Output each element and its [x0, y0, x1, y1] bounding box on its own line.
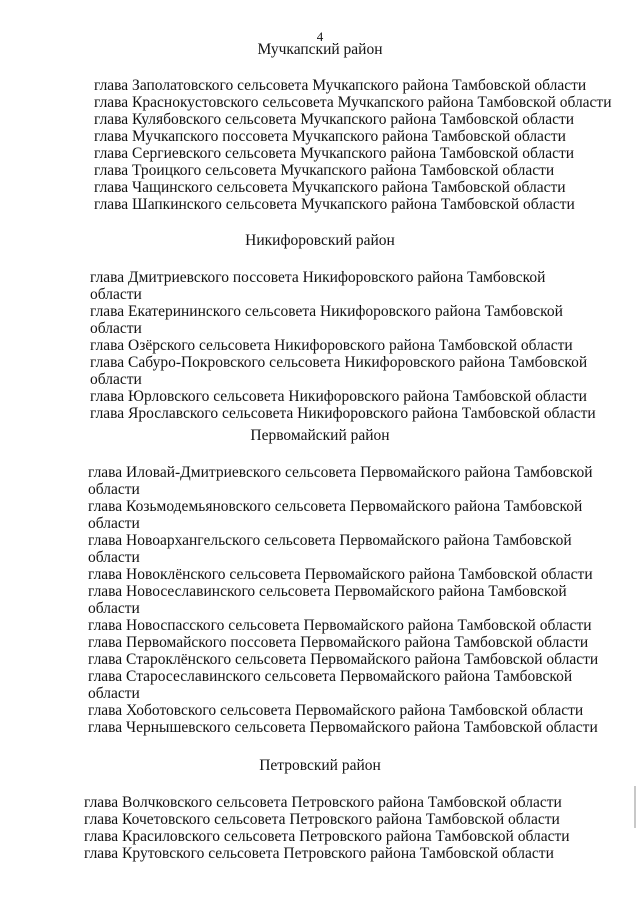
list-item: глава Красиловского сельсовета Петровского района Тамбовской области: [84, 828, 570, 845]
list-item: глава Новоспасского сельсовета Первомайского района Тамбовской области: [88, 617, 592, 634]
section-title: Мучкапский район: [257, 41, 383, 58]
list-item: глава Хоботовского сельсовета Первомайского района Тамбовской области: [88, 702, 584, 719]
list-item: глава Волчковского сельсовета Петровского района Тамбовской области: [84, 794, 562, 811]
section-pervomaysky: [0, 427, 640, 736]
section-title: Петровский район: [259, 757, 381, 774]
list-item: глава Новоклёнского сельсовета Первомайского района Тамбовской области: [88, 566, 593, 583]
entry-list: [0, 464, 600, 736]
list-item: глава Шапкинского сельсовета Мучкапского района Тамбовской области: [94, 196, 575, 213]
section-muchkapsky: [0, 41, 640, 213]
list-item: глава Екатерининского сельсовета Никифоровского района Тамбовской области: [90, 303, 563, 337]
section-title: Первомайский район: [250, 427, 390, 444]
list-item: глава Новоархангельского сельсовета Первомайского района Тамбовской области: [88, 532, 572, 566]
page-number: 4: [316, 29, 324, 44]
list-item: глава Чащинского сельсовета Мучкапского района Тамбовской области: [94, 179, 566, 196]
list-item: глава Озёрского сельсовета Никифоровского района Тамбовской области: [90, 337, 573, 354]
entry-list: [0, 269, 600, 422]
list-item: глава Чернышевского сельсовета Первомайского района Тамбовской области: [88, 719, 598, 736]
section-title: Никифоровский район: [245, 232, 395, 249]
list-item: глава Кочетовского сельсовета Петровского района Тамбовской области: [84, 811, 560, 828]
list-item: глава Троицкого сельсовета Мучкапского района Тамбовской области: [94, 162, 555, 179]
entry-list: [0, 77, 614, 213]
section-petrovsky: [0, 757, 640, 862]
list-item: глава Новосеславинского сельсовета Первомайского района Тамбовской области: [88, 583, 567, 617]
list-item: глава Кулябовского сельсовета Мучкапского района Тамбовской области: [94, 111, 575, 128]
list-item: глава Козьмодемьяновского сельсовета Первомайского района Тамбовской области: [88, 498, 583, 532]
entry-list: [0, 794, 604, 862]
section-nikiforovsky: [0, 232, 640, 422]
list-item: глава Мучкапского поссовета Мучкапского района Тамбовской области: [94, 128, 566, 145]
list-item: глава Староклёнского сельсовета Первомайского района Тамбовской области: [88, 651, 599, 668]
list-item: глава Первомайского поссовета Первомайского района Тамбовской области: [88, 634, 589, 651]
list-item: глава Иловай-Дмитриевского сельсовета Первомайского района Тамбовской области: [88, 464, 593, 498]
list-item: глава Краснокустовского сельсовета Мучкапского района Тамбовской области: [94, 94, 612, 111]
list-item: глава Сабуро-Покровского сельсовета Никифоровского района Тамбовской области: [90, 354, 588, 388]
list-item: глава Заполатовского сельсовета Мучкапского района Тамбовской области: [94, 77, 587, 94]
list-item: глава Старосеславинского сельсовета Первомайского района Тамбовской области: [88, 668, 573, 702]
list-item: глава Крутовского сельсовета Петровского района Тамбовской области: [84, 845, 554, 862]
list-item: глава Сергиевского сельсовета Мучкапского района Тамбовской области: [94, 145, 575, 162]
list-item: глава Дмитриевского поссовета Никифоровского района Тамбовской области: [90, 269, 546, 303]
list-item: глава Ярославского сельсовета Никифоровского района Тамбовской области: [90, 405, 596, 422]
list-item: глава Юрловского сельсовета Никифоровского района Тамбовской области: [90, 388, 587, 405]
scan-edge-mark: [634, 786, 636, 828]
